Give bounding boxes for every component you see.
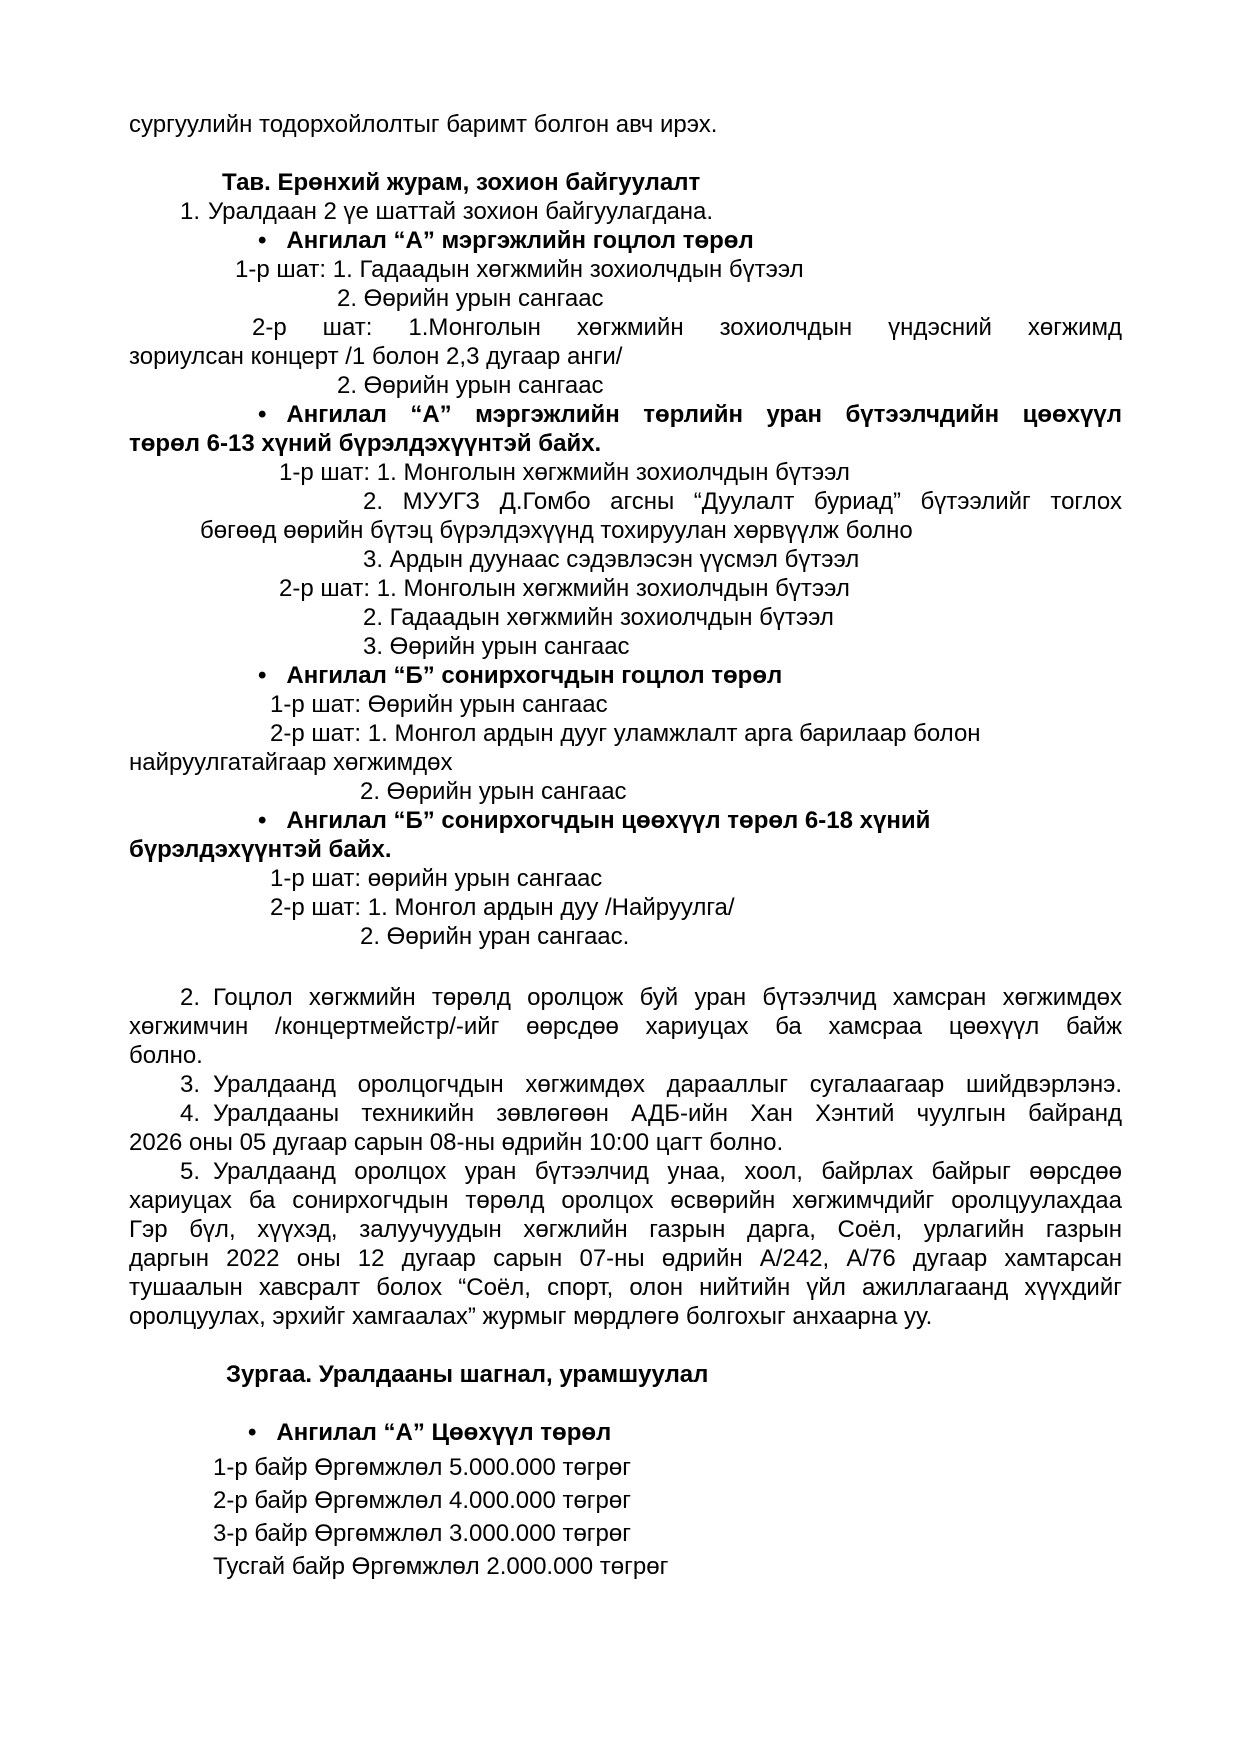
stage-line-continuation: бөгөөд өөрийн бүтэц бүрэлдэхүүнд тохируулан хөрвүүлж болно xyxy=(200,517,913,544)
stage-line: 2-р шат: 1. Монгол ардын дуу /Найруулга/ xyxy=(270,894,735,921)
item-marker: 3. xyxy=(180,1071,201,1098)
stage-sub-line: 2. Өөрийн урын сангаас xyxy=(337,285,604,312)
item-marker: 1. xyxy=(180,198,201,225)
stage-line-continuation: зориулсан концерт /1 болон 2,3 дугаар анги/ xyxy=(129,343,623,370)
category-title: Ангилал “А” Цөөхүүл төрөл xyxy=(276,1419,612,1446)
category-title: Ангилал “А” мэргэжлийн гоцлол төрөл xyxy=(286,227,754,254)
bullet-icon: • xyxy=(258,227,267,254)
stage-sub-line: 2. Гадаадын хөгжмийн зохиолчдын бүтээл xyxy=(363,604,834,631)
numbered-item-2-continuation: хөгжимчин /концертмейстр/-ийг өөрсдөө хариуцах ба хамсраа цөөхүүл байж xyxy=(129,1013,1122,1040)
section-six-heading: Зургаа. Уралдааны шагнал, урамшуулал xyxy=(226,1361,709,1388)
numbered-item-4 xyxy=(129,1099,1122,1128)
category-title: Ангилал “Б” сонирхогчдын гоцлол төрөл xyxy=(286,662,783,689)
bullet-icon: • xyxy=(258,662,267,689)
item-text: Уралдаанд оролцогчдын хөгжимдөх дарааллыг сугалаагаар шийдвэрлэнэ. xyxy=(213,1071,1122,1098)
prize-line-special-place: Тусгай байр Өргөмжлөл 2.000.000 төгрөг xyxy=(213,1553,669,1580)
item-text: Уралдааны техникийн зөвлөгөөн АДБ-ийн Хан Хэнтий чуулгын байранд xyxy=(213,1100,1122,1127)
stage-line: 1-р шат: 1. Монголын хөгжмийн зохиолчдын бүтээл xyxy=(279,459,850,486)
stage-sub-line: 2. Өөрийн урын сангаас xyxy=(337,372,604,399)
stage-sub-line: 2. Өөрийн уран сангаас. xyxy=(360,923,630,950)
numbered-item-5-continuation: хариуцах ба сонирхогчдын төрөлд оролцох өсвөрийн хөгжимчдийг оролцуулахдаа xyxy=(129,1187,1122,1214)
stage-sub-line: 3. Ардын дуунаас сэдэвлэсэн үүсмэл бүтээл xyxy=(363,546,860,573)
intro-line: сургуулийн тодорхойлолтыг баримт болгон авч ирэх. xyxy=(129,111,718,138)
category-title: Ангилал “А” мэргэжлийн төрлийн уран бүтээлчдийн цөөхүүл xyxy=(286,401,1122,428)
item-marker: 4. xyxy=(180,1100,201,1127)
section-five-heading: Тав. Ерөнхий журам, зохион байгуулалт xyxy=(222,169,701,196)
stage-line: 1-р шат: Өөрийн урын сангаас xyxy=(270,691,608,718)
item-marker: 2. xyxy=(180,984,201,1011)
stage-sub-line: 3. Өөрийн урын сангаас xyxy=(363,633,630,660)
category-a-ensemble-prize-bullet xyxy=(129,1418,1122,1447)
numbered-item-1 xyxy=(129,197,1122,226)
prize-line-first-place: 1-р байр Өргөмжлөл 5.000.000 төгрөг xyxy=(213,1454,631,1481)
stage-line: 1-р шат: 1. Гадаадын хөгжмийн зохиолчдын бүтээл xyxy=(235,256,804,283)
category-title-continuation: бүрэлдэхүүнтэй байх. xyxy=(129,836,392,863)
prize-line-third-place: 3-р байр Өргөмжлөл 3.000.000 төгрөг xyxy=(213,1520,631,1547)
numbered-item-3 xyxy=(129,1070,1122,1099)
numbered-item-5-continuation: оролцуулах, эрхийг хамгаалах” журмыг мөрдлөгө болгохыг анхаарна уу. xyxy=(129,1303,933,1330)
numbered-item-5-continuation: тушаалын хавсралт болох “Соёл, спорт, олон нийтийн үйл ажиллагаанд хүүхдийг xyxy=(129,1274,1122,1301)
bullet-icon: • xyxy=(258,807,267,834)
category-title-continuation: төрөл 6-13 хүний бүрэлдэхүүнтэй байх. xyxy=(129,430,602,457)
stage-sub-line: 2. Өөрийн урын сангаас xyxy=(360,778,627,805)
category-title: Ангилал “Б” сонирхогчдын цөөхүүл төрөл 6-18 хүний xyxy=(286,807,931,834)
stage-line: 2-р шат: 1. Монгол ардын дууг уламжлалт арга барилаар болон xyxy=(270,720,981,747)
stage-line-continuation: найруулгатайгаар хөгжимдөх xyxy=(129,749,453,776)
category-b-ensemble-bullet xyxy=(129,806,1122,835)
item-marker: 5. xyxy=(180,1158,201,1185)
bullet-icon: • xyxy=(248,1419,257,1446)
numbered-item-5-continuation: даргын 2022 оны 12 дугаар сарын 07-ны өдрийн А/242, А/76 дугаар хамтарсан xyxy=(129,1245,1122,1272)
numbered-item-5 xyxy=(129,1157,1122,1186)
numbered-item-4-continuation: 2026 оны 05 дугаар сарын 08-ны өдрийн 10:00 цагт болно. xyxy=(129,1129,784,1156)
numbered-item-2 xyxy=(129,983,1122,1012)
numbered-item-2-continuation: болно. xyxy=(129,1042,203,1069)
item-text: Гоцлол хөгжмийн төрөлд оролцож буй уран бүтээлчид хамсран хөгжимдөх xyxy=(213,984,1122,1011)
category-a-ensemble-bullet xyxy=(129,400,1122,429)
stage-line: 2-р шат: 1.Монголын хөгжмийн зохиолчдын үндэсний хөгжимд xyxy=(252,314,1122,341)
prize-line-second-place: 2-р байр Өргөмжлөл 4.000.000 төгрөг xyxy=(213,1487,631,1514)
stage-line: 2-р шат: 1. Монголын хөгжмийн зохиолчдын бүтээл xyxy=(279,575,850,602)
stage-sub-line: 2. МУУГЗ Д.Гомбо агсны “Дуулалт буриад” бүтээлийг тоглох xyxy=(363,488,1122,515)
stage-line: 1-р шат: өөрийн урын сангаас xyxy=(270,865,603,892)
numbered-item-5-continuation: Гэр бүл, хүүхэд, залуучуудын хөгжлийн газрын дарга, Соёл, урлагийн газрын xyxy=(129,1216,1122,1243)
item-text: Уралдаанд оролцох уран бүтээлчид унаа, хоол, байрлах байрыг өөрсдөө xyxy=(213,1158,1122,1185)
category-b-solo-bullet xyxy=(129,661,1122,690)
category-a-solo-bullet xyxy=(129,226,1122,255)
bullet-icon: • xyxy=(258,401,267,428)
item-text: Уралдаан 2 үе шаттай зохион байгуулагдана. xyxy=(208,198,714,225)
